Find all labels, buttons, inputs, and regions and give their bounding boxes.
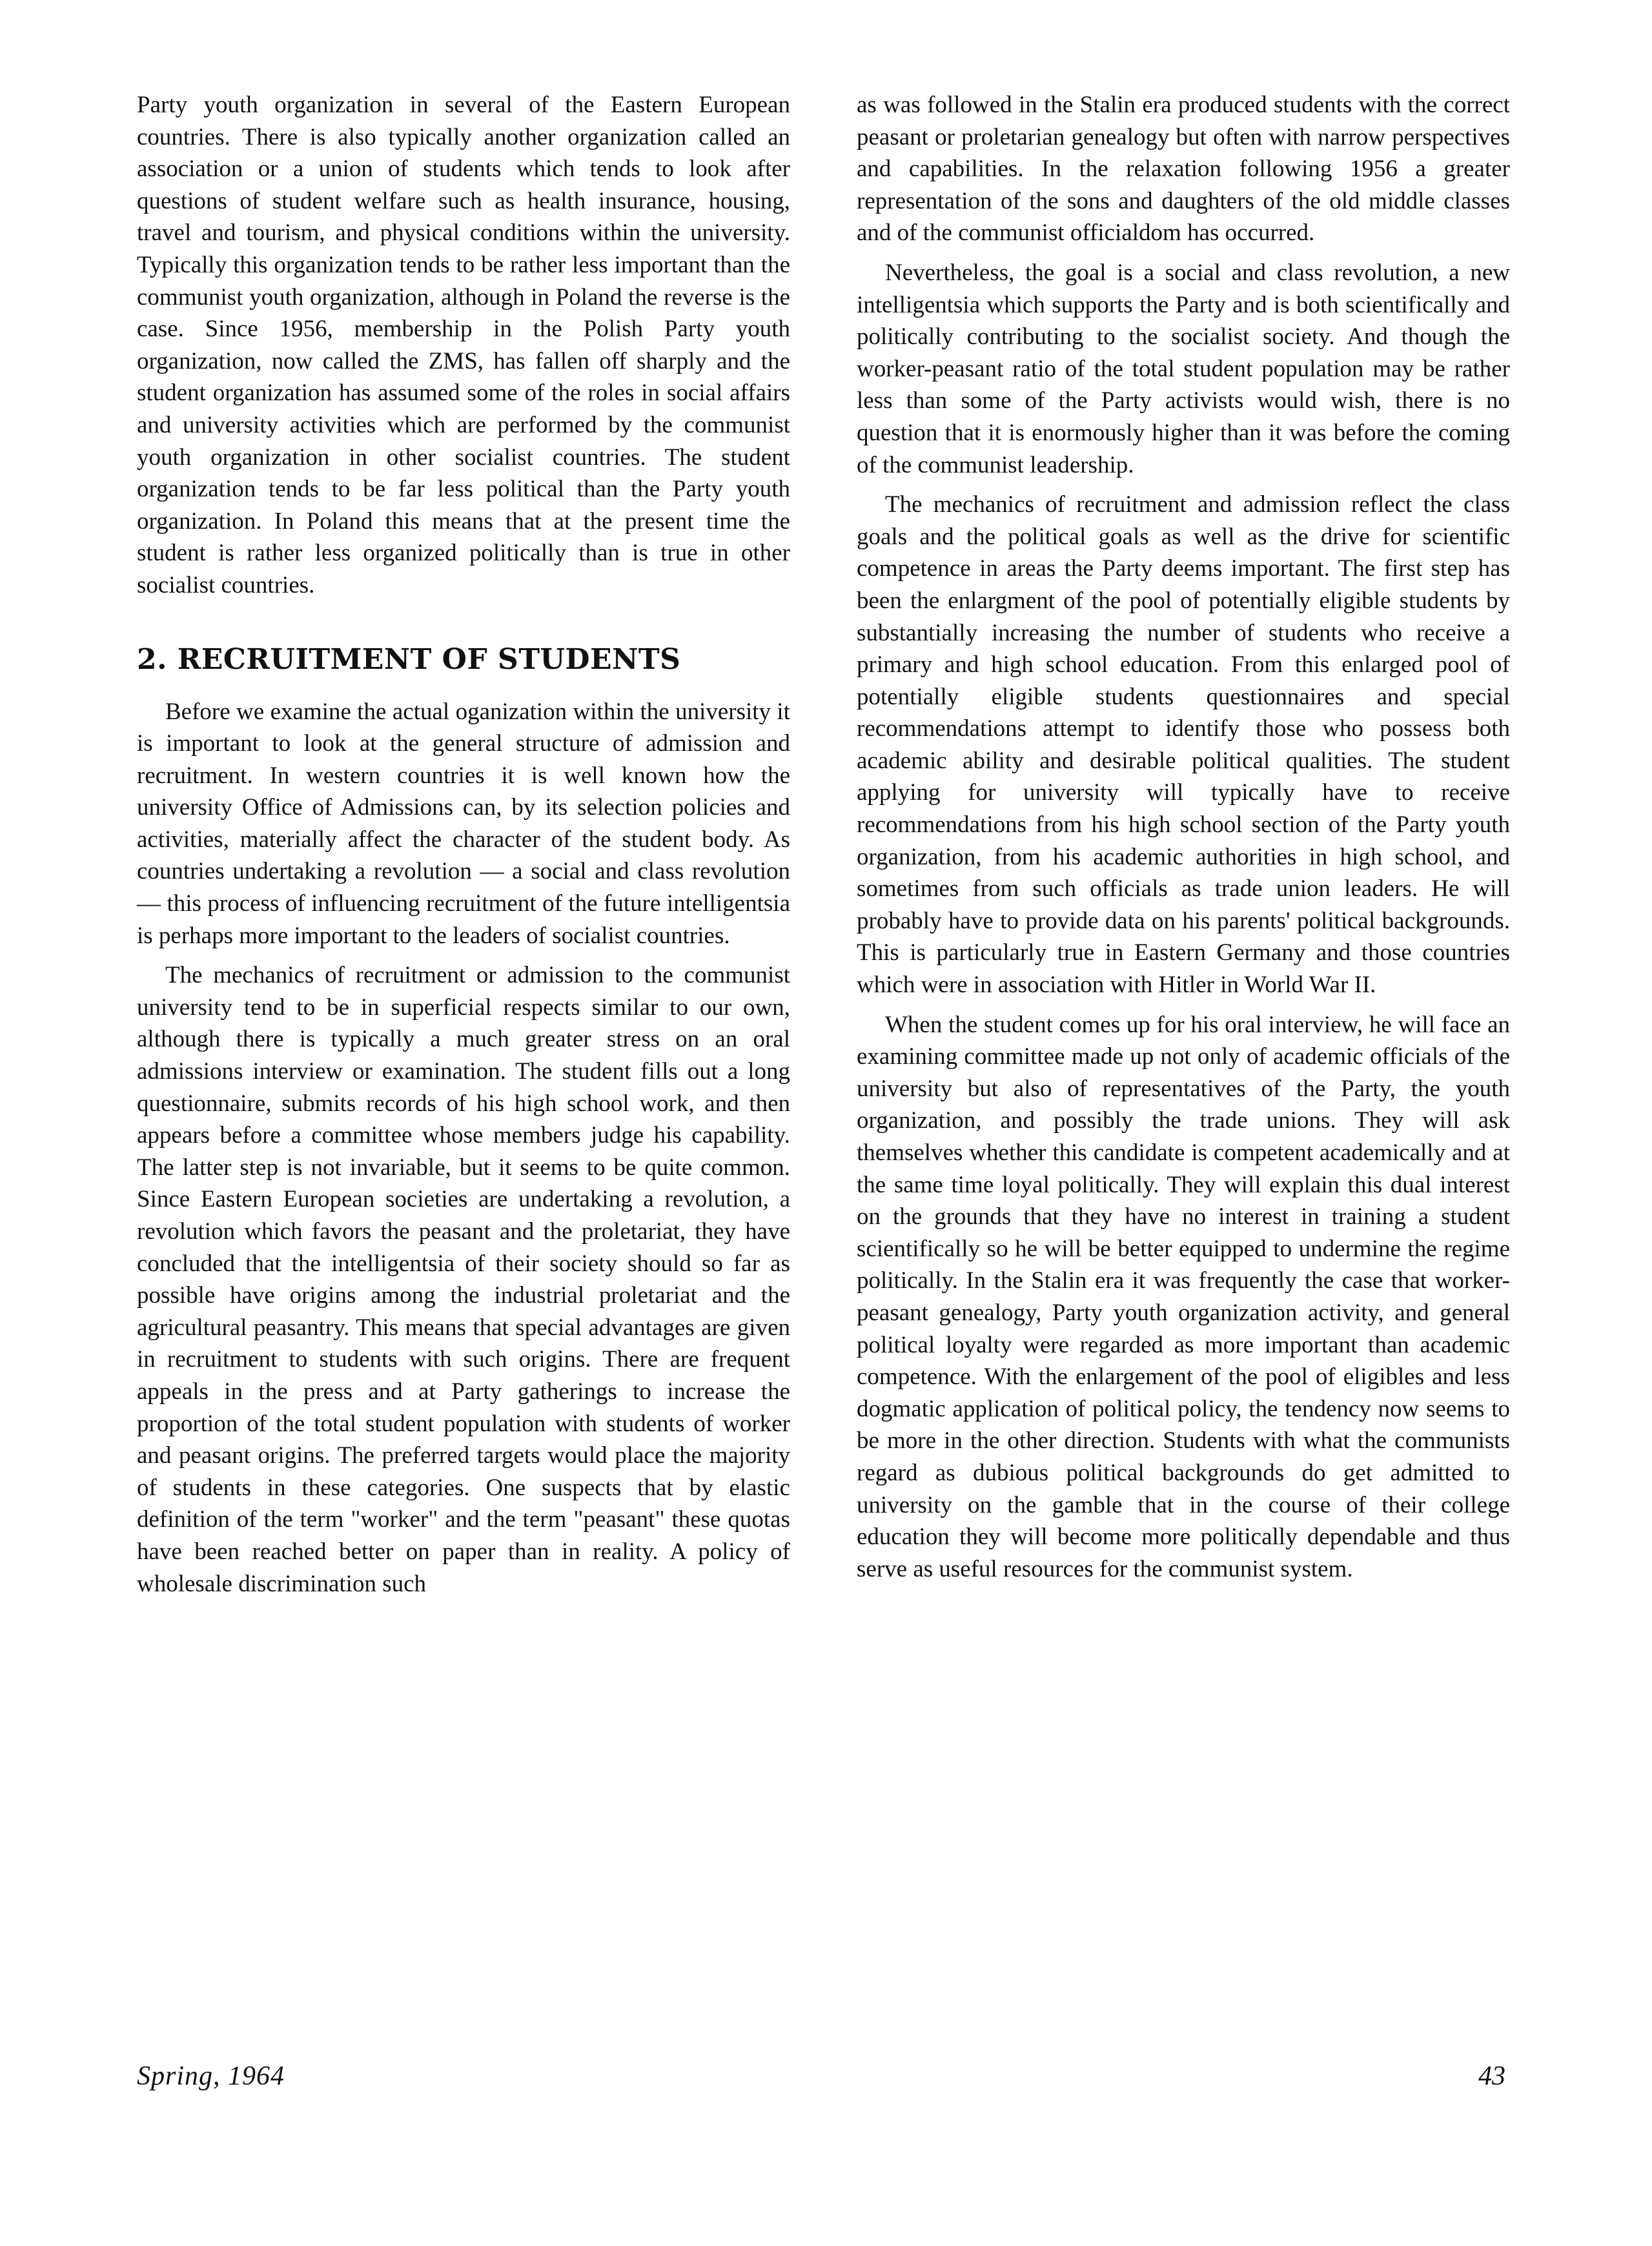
footer-issue-date: Spring, 1964 (137, 2061, 285, 2091)
section-heading: 2. RECRUITMENT OF STUDENTS (137, 642, 681, 676)
paragraph: Before we examine the actual oganization within the university it is important to look at the general structure of admission and recruitment. In western countries it is well known how the university Office of Admissions can, by its selection policies and activities, materially affect the character of the student body. As countries undertaking a revolution — a social and class revolution — this process of influencing recruitment of the future intelligentsia is perhaps more important to the leaders of socialist countries. (137, 698, 790, 949)
paragraph: The mechanics of recruitment or admission to the communist university tend to be in superficial respects similar to our own, although there is typically a much greater stress on an oral admissions interview or examination. The student fills out a long questionnaire, submits records of his high school work, and then appears before a committee whose members judge his capability. The latter step is not invariable, but it seems to be quite common. Since Eastern European societies are undertaking a revolution, a revolution which favors the peasant and the proletariat, they have concluded that the intelligentsia of their society should so far as possible have origins among the industrial proletariat and the agricultural peasantry. This means that special advantages are given in recruitment to students with such origins. There are frequent appeals in the press and at Party gatherings to increase the proportion of the total student population with students of worker and peasant origins. The preferred targets would place the majority of students in these categories. One suspects that by elastic definition of the term "worker" and the term "peasant" these quotas have been reached better on paper than in reality. A policy of wholesale discrimination such (137, 962, 790, 1597)
paragraph: The mechanics of recruitment and admission reflect the class goals and the political goals as well as the drive for scientific competence in areas the Party deems important. The first step has been the enlargment of the pool of potentially eligible students by substantially increasing the number of students who receive a primary and high school education. From this enlarged pool of potentially eligible students questionnaires and special recommendations attempt to identify those who possess both academic ability and desirable political qualities. The student applying for university will typically have to receive recommendations from his high school section of the Party youth organization, from his academic authorities in high school, and sometimes from such officials as trade union leaders. He will probably have to provide data on his parents' political backgrounds. This is particularly true in Eastern Germany and those countries which were in association with Hitler in World War II. (857, 491, 1510, 999)
paragraph: Nevertheless, the goal is a social and class revolution, a new intelligentsia which supports the Party and is both scientifically and politically contributing to the socialist society. And though the worker-peasant ratio of the total student population may be rather less than some of the Party activists would wish, there is no question that it is enormously higher than it was before the coming of the communist leadership. (857, 259, 1510, 478)
paragraph: When the student comes up for his oral interview, he will face an examining committee made up not only of academic officials of the university but also of representatives of the Party, the youth organization, and possibly the trade unions. They will ask themselves whether this candidate is competent academically and at the same time loyal politically. They will explain this dual interest on the grounds that they have no interest in training a student scientifically so he will be better equipped to undermine the regime politically. In the Stalin era it was frequently the case that worker-peasant genealogy, Party youth organization activity, and general political loyalty were regarded as more important than academic competence. With the enlargement of the pool of eligibles and less dogmatic application of political policy, the tendency now seems to be more in the other direction. Students with what the communists regard as dubious political backgrounds do get admitted to university on the gamble that in the course of their college education they will become more politically dependable and thus serve as useful resources for the communist system. (857, 1011, 1510, 1582)
paragraph-continuation: Party youth organization in several of the Eastern European countries. There is also typically another organization called an association or a union of students which tends to look after questions of student welfare such as health insurance, housing, travel and tourism, and physical conditions within the university. Typically this organization tends to be rather less important than the communist youth organization, although in Poland the reverse is the case. Since 1956, membership in the Polish Party youth organization, now called the ZMS, has fallen off sharply and the student organization has assumed some of the roles in social affairs and university activities which are performed by the communist youth organization in other socialist countries. The student organization tends to be far less political than the Party youth organization. In Poland this means that at the present time the student is rather less organized politically than is true in other socialist countries. (137, 92, 790, 598)
page-number: 43 (1478, 2061, 1505, 2091)
left-column (137, 89, 790, 1608)
paragraph-continuation: as was followed in the Stalin era produced students with the correct peasant or proletarian genealogy but often with narrow perspectives and capabilities. In the relaxation following 1956 a greater representation of the sons and daughters of the old middle classes and of the communist officialdom has occurred. (857, 92, 1510, 247)
right-column (857, 89, 1510, 1593)
